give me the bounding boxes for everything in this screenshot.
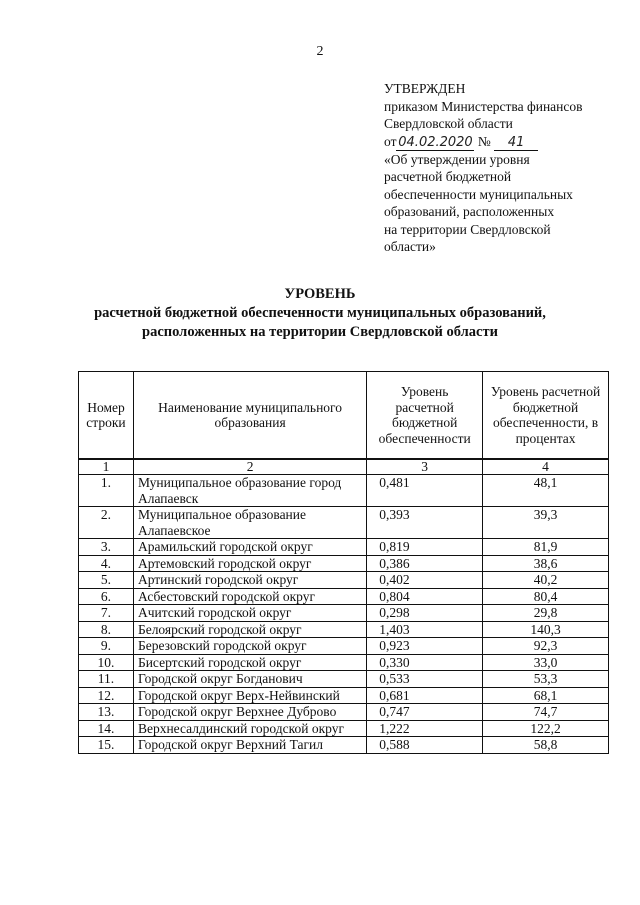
page-number: 2 <box>316 44 324 59</box>
approval-heading: УТВЕРЖДЕН <box>384 81 466 96</box>
municipality-name: Городской округ Верхнее Дуброво <box>133 704 366 721</box>
municipality-name: Городской округ Богданович <box>133 671 366 688</box>
table-row <box>79 539 609 556</box>
data-table <box>78 371 609 754</box>
provision-level: 0,533 <box>367 671 483 688</box>
approval-quote-line: обеспеченности муниципальных <box>384 186 573 202</box>
municipality-name: Асбестовский городской округ <box>133 588 366 605</box>
municipality-name: Белоярский городской округ <box>133 621 366 638</box>
row-number: 10. <box>79 654 134 671</box>
provision-level: 0,298 <box>367 605 483 622</box>
provision-level: 1,222 <box>367 720 483 737</box>
row-number: 12. <box>79 687 134 704</box>
table-row <box>79 687 609 704</box>
approval-block <box>384 80 624 256</box>
table-row <box>79 475 609 507</box>
column-index: 2 <box>133 459 366 475</box>
provision-percent: 140,3 <box>483 621 609 638</box>
provision-percent: 40,2 <box>483 572 609 589</box>
row-number: 14. <box>79 720 134 737</box>
provision-percent: 81,9 <box>483 539 609 556</box>
municipality-name: Березовский городской округ <box>133 638 366 655</box>
municipality-name: Артинский городской округ <box>133 572 366 589</box>
approval-date-line <box>384 133 624 151</box>
table-row <box>79 638 609 655</box>
number-prefix: № <box>477 133 491 149</box>
municipality-name: Муниципальное образование Алапаевское <box>133 507 366 539</box>
column-index: 1 <box>79 459 134 475</box>
municipality-name: Бисертский городской округ <box>133 654 366 671</box>
provision-level: 0,819 <box>367 539 483 556</box>
provision-percent: 68,1 <box>483 687 609 704</box>
provision-percent: 39,3 <box>483 507 609 539</box>
table-row <box>79 555 609 572</box>
provision-level: 1,403 <box>367 621 483 638</box>
row-number: 15. <box>79 737 134 754</box>
provision-percent: 38,6 <box>483 555 609 572</box>
approval-line: Свердловской области <box>384 116 513 131</box>
header-provision-percent: Уровень расчетной бюджетной обеспеченности, в процентах <box>483 372 609 460</box>
row-number: 8. <box>79 621 134 638</box>
provision-level: 0,402 <box>367 572 483 589</box>
table-row <box>79 737 609 754</box>
municipality-name: Артемовский городской округ <box>133 555 366 572</box>
provision-level: 0,923 <box>367 638 483 655</box>
table-header-row <box>79 372 609 460</box>
row-number: 1. <box>79 475 134 507</box>
provision-level: 0,747 <box>367 704 483 721</box>
municipality-name: Городской округ Верх-Нейвинский <box>133 687 366 704</box>
table-row <box>79 671 609 688</box>
municipality-name: Муниципальное образование город Алапаевск <box>133 475 366 507</box>
title-line: расчетной бюджетной обеспеченности муниципальных образований, <box>94 305 546 321</box>
title-line: расположенных на территории Свердловской области <box>142 324 498 340</box>
row-number: 2. <box>79 507 134 539</box>
row-number: 6. <box>79 588 134 605</box>
row-number: 7. <box>79 605 134 622</box>
provision-level: 0,804 <box>367 588 483 605</box>
row-number: 13. <box>79 704 134 721</box>
handwritten-date: 04.02.2020 <box>398 134 473 150</box>
provision-percent: 58,8 <box>483 737 609 754</box>
approval-quote-line: «Об утверждении уровня <box>384 151 530 167</box>
row-number: 5. <box>79 572 134 589</box>
municipality-name: Ачитский городской округ <box>133 605 366 622</box>
provision-percent: 33,0 <box>483 654 609 671</box>
provision-level: 0,330 <box>367 654 483 671</box>
column-index: 4 <box>483 459 609 475</box>
title-line: УРОВЕНЬ <box>284 286 356 302</box>
provision-percent: 29,8 <box>483 605 609 622</box>
table-row <box>79 507 609 539</box>
table-row <box>79 720 609 737</box>
approval-line: приказом Министерства финансов <box>384 98 583 114</box>
provision-level: 0,393 <box>367 507 483 539</box>
column-index: 3 <box>367 459 483 475</box>
provision-percent: 92,3 <box>483 638 609 655</box>
provision-percent: 74,7 <box>483 704 609 721</box>
approval-quote-line: образований, расположенных <box>384 204 555 219</box>
municipality-name: Арамильский городской округ <box>133 539 366 556</box>
provision-percent: 122,2 <box>483 720 609 737</box>
row-number: 4. <box>79 555 134 572</box>
row-number: 3. <box>79 539 134 556</box>
provision-percent: 53,3 <box>483 671 609 688</box>
provision-level: 0,681 <box>367 687 483 704</box>
header-provision-level: Уровень расчетной бюджетной обеспеченности <box>367 372 483 460</box>
approval-quote-line: расчетной бюджетной <box>384 169 512 184</box>
table-row <box>79 572 609 589</box>
table-row <box>79 621 609 638</box>
municipality-name: Городской округ Верхний Тагил <box>133 737 366 754</box>
provision-level: 0,588 <box>367 737 483 754</box>
table-body <box>79 459 609 753</box>
table-row <box>79 654 609 671</box>
municipality-name: Верхнесалдинский городской округ <box>133 720 366 737</box>
handwritten-number: 41 <box>494 136 538 151</box>
header-municipality-name: Наименование муниципального образования <box>133 372 366 460</box>
table-row <box>79 588 609 605</box>
row-number: 9. <box>79 638 134 655</box>
approval-quote-line: на территории Свердловской <box>384 221 551 237</box>
header-row-number: Номер строки <box>79 372 134 460</box>
row-number: 11. <box>79 671 134 688</box>
approval-quote-line: области» <box>384 239 436 254</box>
table-row <box>79 704 609 721</box>
column-index-row <box>79 459 609 475</box>
provision-level: 0,481 <box>367 475 483 507</box>
provision-level: 0,386 <box>367 555 483 572</box>
provision-percent: 48,1 <box>483 475 609 507</box>
table-row <box>79 605 609 622</box>
provision-percent: 80,4 <box>483 588 609 605</box>
document-title <box>0 285 640 342</box>
date-prefix: от <box>384 133 397 149</box>
